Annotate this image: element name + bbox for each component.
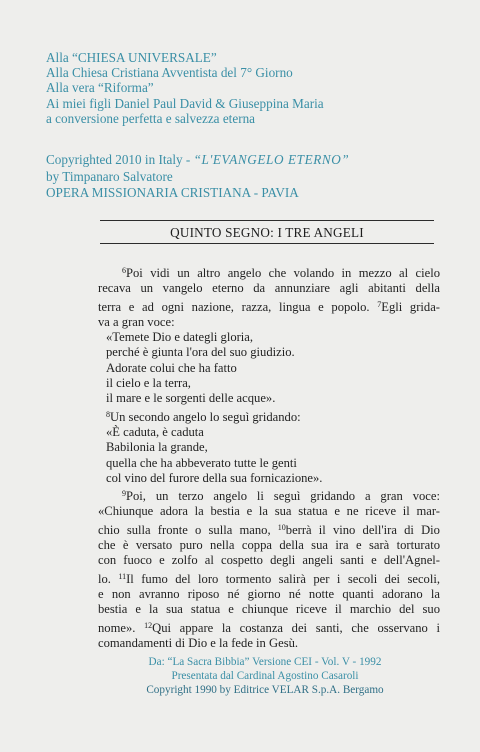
text-line (98, 407, 440, 425)
text-line: con fuoco e zolfo al cospetto degli angeli santi e dell'Agnel- (98, 553, 440, 568)
poem-line: «È caduta, è caduta (106, 424, 204, 439)
copyright-prefix: Copyrighted 2010 in Italy - (46, 152, 194, 167)
text-line: e non avranno riposo né giorno né notte quanti adorano la (98, 586, 440, 601)
dedication-line: Alla vera “Riforma” (46, 80, 154, 96)
verse-text: Poi, un terzo angelo li seguì gridando a gran voce: (126, 489, 440, 504)
dedication (46, 50, 466, 126)
verse-number: 10 (277, 522, 286, 532)
verse-number: 9 (122, 489, 126, 499)
title-rule-top (100, 220, 434, 221)
text-line (98, 263, 440, 281)
text-line (98, 569, 440, 587)
poem-line: Adorate colui che ha fatto (106, 360, 237, 375)
text-line (98, 520, 440, 538)
poem-line: perché è giunta l'ora del suo giudizio. (106, 345, 295, 360)
title-rule-bottom (100, 243, 434, 244)
verse-text: Il fumo del loro tormento salirà per i secoli dei secoli, (126, 571, 440, 586)
text-line (98, 297, 440, 315)
verse-number: 6 (122, 266, 126, 275)
chapter-title: QUINTO SEGNO: I TRE ANGELI (170, 225, 364, 240)
handwritten-title: “L'EVANGELO ETERNO” (193, 152, 350, 167)
author-line: by Timpanaro Salvatore (46, 168, 173, 184)
poem-line: quella che ha abbeverato tutte le genti (106, 455, 297, 470)
dedication-line: Alla Chiesa Cristiana Avventista del 7° Giorno (46, 65, 293, 81)
text-line (98, 618, 440, 636)
verse-text: Un secondo angelo lo seguì gridando: (110, 409, 301, 424)
verse-text: berrà il vino dell'ira di Dio (285, 522, 440, 537)
text-line: va a gran voce: (98, 314, 175, 329)
verse-number: 7 (377, 299, 382, 309)
verse-text: Poi vidi un altro angelo che volando in mezzo al cielo (126, 266, 440, 280)
verse-text: terra e ad ogni nazione, razza, lingua e popolo. (98, 299, 370, 314)
poem-line: il cielo e la terra, (106, 376, 191, 391)
poem-line: col vino del furore della sua fornicazione». (106, 470, 323, 485)
source-line: Presentata dal Cardinal Agostino Casaroli (171, 670, 359, 682)
dedication-line: a conversione perfetta e salvezza eterna (46, 110, 256, 126)
organization-line: OPERA MISSIONARIA CRISTIANA - PAVIA (46, 185, 299, 201)
scripture-text (98, 263, 440, 651)
source-line: Da: “La Sacra Bibbia” Versione CEI - Vol. V - 1992 (148, 656, 382, 668)
verse-text: nome». (98, 620, 136, 635)
verse-text: chio sulla fronte o sulla mano, (98, 522, 271, 537)
text-line: comandamenti di Dio e la fede in Gesù. (98, 635, 299, 650)
verse-text: lo. (98, 571, 111, 586)
dedication-line: Ai miei figli Daniel Paul David & Giuseppina Maria (46, 95, 324, 111)
text-line: «Chiunque adora la bestia e la sua statua e ne riceve il mar- (98, 504, 440, 519)
verse-number: 12 (144, 620, 153, 630)
text-line (98, 486, 440, 504)
poem-line: il mare e le sorgenti delle acque». (106, 391, 276, 406)
dedication-line: Alla “CHIESA UNIVERSALE” (46, 50, 217, 65)
copyright-notice (46, 152, 466, 202)
text-line: recava un vangelo eterno da annunziare agli abitanti della (98, 281, 440, 296)
text-line: bestia e la sua statua e chiunque riceve il marchio del suo (98, 602, 440, 617)
poem-line: «Temete Dio e dategli gloria, (106, 330, 254, 345)
verse-text: Egli grida- (381, 299, 441, 314)
publisher-line: Copyright 1990 by Editrice VELAR S.p.A. Bergamo (146, 684, 384, 696)
verse-number: 11 (118, 571, 127, 581)
verse-number: 8 (106, 409, 110, 419)
verse-text: Qui appare la costanza dei santi, che osservano i (152, 620, 440, 635)
poem-line: Babilonia la grande, (106, 440, 208, 455)
text-line: che è versato puro nella coppa della sua ira e sarà torturato (98, 538, 440, 553)
source-citation (90, 655, 440, 697)
copyright-line (46, 152, 466, 169)
